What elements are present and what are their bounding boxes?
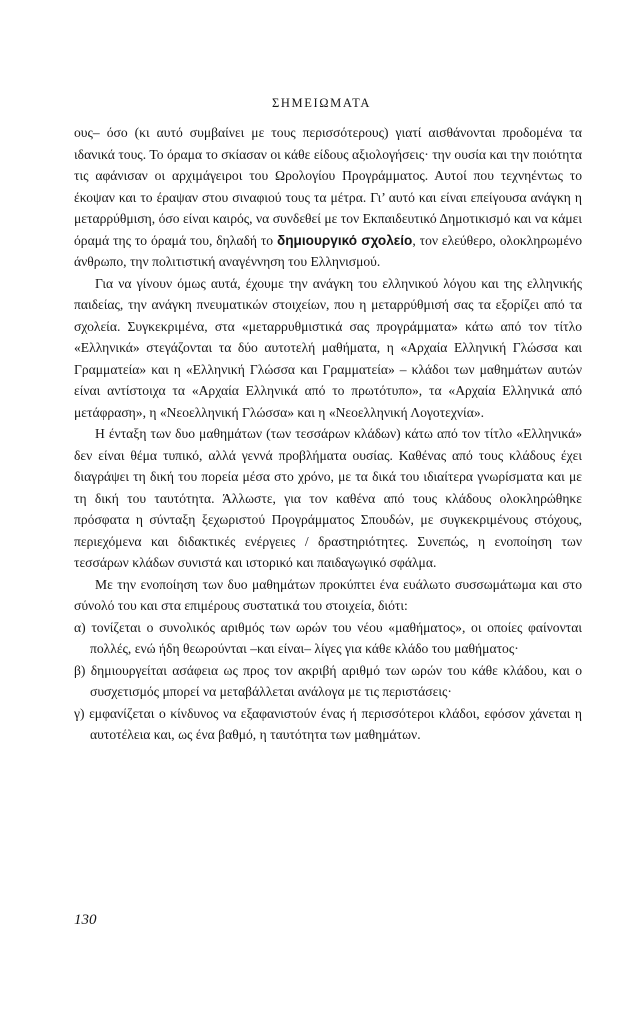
body-text	[74, 122, 582, 746]
paragraph: Η ένταξη των δυο μαθημάτων (των τεσσάρων κλάδων) κάτω από τον τίτλο «Ελληνικά» δεν είναι θέμα τυπικό, αλλά γεννά προβλήματα ουσίας. Καθένας από τους κλάδους έχει διαγράψει τη δική του πορεία μέσα στο χρόνο, με τα δικά του ιδιαίτερα γνωρίσματα και με τη δική του ταυτότητα. Άλλωστε, για τον καθένα από τους κλάδους ολοκληρώθηκε πρόσφατα η σύνταξη ξεχωριστού Προγράμματος Σπουδών, με συγκεκριμένους στόχους, περιεχόμενα και διδακτικές ενέργειες / δραστηριότητες. Συνεπώς, η ενοποίηση των τεσσάρων κλάδων συνιστά και ιστορικό και παιδαγωγικό σφάλμα.	[74, 426, 582, 570]
page-number: 130	[74, 912, 97, 928]
emphasized-phrase: δημιουργικό σχολείο	[277, 232, 413, 248]
running-header: ΣΗΜΕΙΩΜΑΤΑ	[272, 96, 371, 110]
paragraph: Για να γίνουν όμως αυτά, έχουμε την ανάγκη του ελληνικού λόγου και της ελληνικής παιδείας, την ανάγκη πνευματικών στοιχείων, που η μεταρρύθμισή σας τα εξορίζει από τα σχολεία. Συγκεκριμένα, στα «μεταρρυθμιστικά σας προγράμματα» κάτω από τον τίτλο «Ελληνικά» στεγάζονται τα δύο αυτοτελή μαθήματα, η «Αρχαία Ελληνική Γλώσσα και Γραμματεία» και η «Ελληνική Γλώσσα και Γραμματεία» – κλάδοι των μαθημάτων αυτών είναι αντίστοιχα τα «Αρχαία Ελληνικά από το πρωτότυπο», τα «Αρχαία Ελληνικά από μετάφραση», η «Νεοελληνική Γλώσσα» και η «Νεοελληνική Λογοτεχνία».	[74, 275, 582, 420]
list-item: β) δημιουργείται ασάφεια ως προς τον ακριβή αριθμό των ωρών του κάθε κλάδου, και ο συσχετισμός μπορεί να μεταβάλλεται ανάλογα με τις περιστάσεις·	[74, 662, 582, 699]
paragraph-continued	[74, 122, 582, 273]
paragraph-text: , τον ελεύθερο, ολοκληρωμένο άνθρωπο, την πολιτιστική αναγέννηση του Ελληνισμού.	[74, 232, 582, 269]
list-item: α) τονίζεται ο συνολικός αριθμός των ωρών του νέου «μαθήματος», οι οποίες φαίνονται πολλές, ενώ ήδη θεωρούνται –και είναι– λίγες για κάθε κλάδο του μαθήματος·	[74, 619, 582, 656]
paragraph-text: ους– όσο (κι αυτό συμβαίνει με τους περισσότερους) γιατί αισθάνονται προδομένα τα ιδανικά τους. Το όραμα το σκίασαν οι κάθε είδους αξιολογήσεις· την ουσία και την ποιότητα τις αφάνισαν οι αρχιμάγειροι του Ωρολογίου Προγράμματος. Αυτοί που τεχνηέντως το έκοψαν και το έραψαν στου σιναφιού τους τα μέτρα. Γι’ αυτό και είναι επείγουσα ανάγκη η μεταρρύθμιση, όσο είναι καιρός, να συνδεθεί με τον Εκπαιδευτικό Δημοτικισμό και να κάμει όραμά της το όραμά του, δηλαδή το	[74, 125, 582, 248]
list-item: γ) εμφανίζεται ο κίνδυνος να εξαφανιστούν ένας ή περισσότεροι κλάδοι, εφόσον χάνεται η αυτοτέλεια και, ως ένα βαθμό, η ταυτότητα των μαθημάτων.	[74, 705, 582, 742]
paragraph: Με την ενοποίηση των δυο μαθημάτων προκύπτει ένα ευάλωτο συσσωμάτωμα και στο σύνολό του και στα επιμέρους συστατικά του στοιχεία, διότι:	[74, 576, 582, 613]
